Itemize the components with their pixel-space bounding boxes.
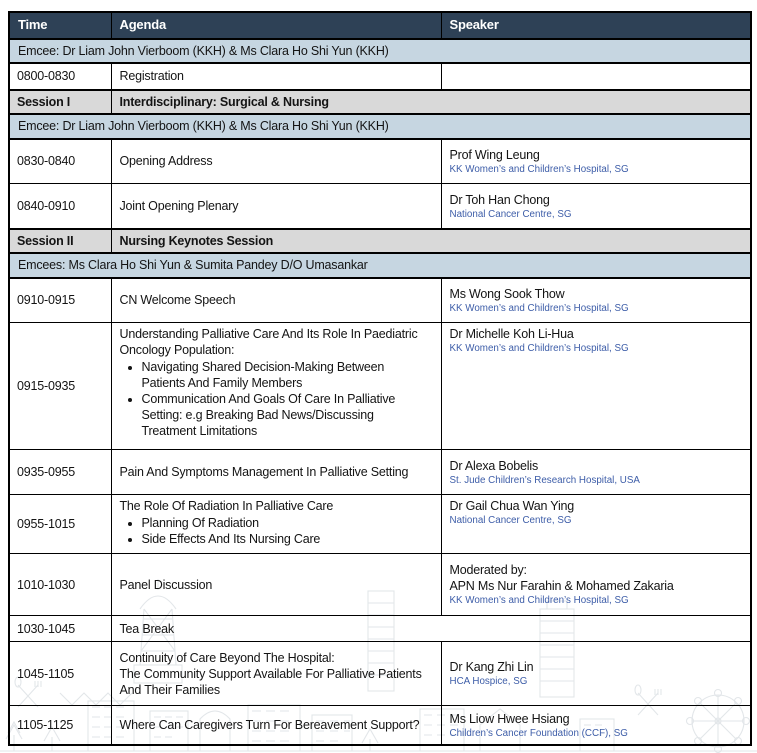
speaker-cell — [441, 642, 751, 706]
agenda-cell — [111, 495, 441, 554]
agenda-bullet: • Planning Of Radiation — [142, 515, 427, 531]
speaker-cell — [441, 63, 751, 90]
agenda-title-line: Pain And Symptoms Management In Palliative Setting — [119, 465, 409, 480]
session-label: Session I — [9, 90, 111, 114]
item-row — [9, 616, 751, 642]
header-row — [9, 12, 751, 39]
agenda-cell — [111, 554, 441, 616]
session-title: Interdisciplinary: Surgical & Nursing — [111, 90, 751, 114]
time-cell: 0935-0955 — [9, 450, 111, 495]
agenda-rows — [9, 12, 751, 745]
speaker-cell — [441, 139, 751, 184]
agenda-cell — [111, 139, 441, 184]
session-title: Nursing Keynotes Session — [111, 229, 751, 253]
item-row — [9, 642, 751, 706]
item-row — [9, 450, 751, 495]
agenda-cell — [111, 616, 751, 642]
emcee-row — [9, 114, 751, 139]
time-cell: 0800-0830 — [9, 63, 111, 90]
time-cell: 1105-1125 — [9, 706, 111, 745]
speaker-name: APN Ms Nur Farahin & Mohamed Zakaria — [449, 579, 674, 594]
speaker-cell — [441, 184, 751, 229]
speaker-affiliation: National Cancer Centre, SG — [449, 208, 572, 220]
speaker-cell — [441, 450, 751, 495]
time-cell: 0830-0840 — [9, 139, 111, 184]
speaker-name: Dr Kang Zhi Lin — [449, 660, 534, 675]
session-row — [9, 90, 751, 114]
emcee-cell: Emcees: Ms Clara Ho Shi Yun & Sumita Pandey D/O Umasankar — [9, 253, 751, 278]
emcee-cell: Emcee: Dr Liam John Vierboom (KKH) & Ms Clara Ho Shi Yun (KKH) — [9, 114, 751, 139]
agenda-title-line: The Community Support Available For Palliative Patients And Their Families — [119, 666, 422, 697]
agenda-table — [8, 11, 752, 746]
agenda-title-line: Panel Discussion — [119, 577, 213, 592]
speaker-affiliation: KK Women’s and Children’s Hospital, SG — [449, 595, 629, 607]
speaker-name: Dr Toh Han Chong — [449, 192, 550, 207]
agenda-title-line: Where Can Caregivers Turn For Bereavement Support? — [119, 717, 420, 732]
item-row — [9, 323, 751, 450]
speaker-cell — [441, 495, 751, 554]
agenda-bullet: • Side Effects And Its Nursing Care — [142, 531, 427, 547]
time-cell: 1045-1105 — [9, 642, 111, 706]
time-cell: 0840-0910 — [9, 184, 111, 229]
item-row — [9, 184, 751, 229]
agenda-cell — [111, 184, 441, 229]
agenda-cell — [111, 278, 441, 323]
agenda-title-line: Opening Address — [119, 154, 213, 169]
item-row — [9, 278, 751, 323]
agenda-title-line: Understanding Palliative Care And Its Role In Paediatric Oncology Population: — [119, 327, 418, 358]
speaker-cell — [441, 278, 751, 323]
session-row — [9, 229, 751, 253]
agenda-bullet: • Communication And Goals Of Care In Palliative Setting: e.g Breaking Bad News/Discussing Treatment Limitations — [142, 391, 427, 439]
agenda-bullet-list — [120, 359, 427, 439]
speaker-cell — [441, 323, 751, 450]
time-cell: 1030-1045 — [9, 616, 111, 642]
column-header-agenda: Agenda — [111, 12, 441, 39]
time-cell: 0910-0915 — [9, 278, 111, 323]
speaker-name: Ms Liow Hwee Hsiang — [449, 711, 570, 726]
agenda-title-line: Continuity of Care Beyond The Hospital: — [119, 650, 335, 665]
speaker-moderator-prefix: Moderated by: — [449, 563, 527, 578]
agenda-bullet: • Navigating Shared Decision-Making Between Patients And Family Members — [142, 359, 427, 391]
item-row — [9, 495, 751, 554]
speaker-affiliation: KK Women’s and Children’s Hospital, SG — [449, 303, 629, 314]
speaker-cell — [441, 706, 751, 745]
speaker-name: Dr Michelle Koh Li-Hua — [449, 327, 574, 342]
speaker-name: Dr Gail Chua Wan Ying — [449, 499, 575, 514]
session-label: Session II — [9, 229, 111, 253]
speaker-affiliation: St. Jude Children’s Research Hospital, USA — [449, 474, 640, 486]
item-row — [9, 63, 751, 90]
emcee-row — [9, 253, 751, 278]
time-cell: 0955-1015 — [9, 495, 111, 554]
emcee-row — [9, 39, 751, 63]
speaker-name: Dr Alexa Bobelis — [449, 458, 539, 473]
agenda-title-line: Tea Break — [119, 621, 174, 636]
column-header-time: Time — [9, 12, 111, 39]
speaker-name: Ms Wong Sook Thow — [449, 287, 565, 301]
speaker-affiliation: Children’s Cancer Foundation (CCF), SG — [449, 727, 628, 739]
item-row — [9, 554, 751, 616]
time-cell: 1010-1030 — [9, 554, 111, 616]
column-header-speaker: Speaker — [441, 12, 751, 39]
agenda-cell — [111, 642, 441, 706]
time-cell: 0915-0935 — [9, 323, 111, 450]
speaker-affiliation: KK Women’s and Children’s Hospital, SG — [449, 164, 629, 175]
speaker-name: Prof Wing Leung — [449, 148, 540, 162]
agenda-title-line: CN Welcome Speech — [119, 293, 236, 308]
item-row — [9, 139, 751, 184]
speaker-affiliation: National Cancer Centre, SG — [449, 515, 572, 527]
speaker-affiliation: HCA Hospice, SG — [449, 676, 528, 688]
agenda-title-line: Registration — [119, 69, 184, 84]
agenda-cell — [111, 323, 441, 450]
agenda-title-line: Joint Opening Plenary — [119, 198, 239, 213]
agenda-bullet-list — [120, 515, 427, 547]
agenda-title-line: The Role Of Radiation In Palliative Care — [119, 499, 334, 514]
agenda-cell — [111, 63, 441, 90]
speaker-affiliation: KK Women’s and Children’s Hospital, SG — [449, 343, 629, 355]
agenda-cell — [111, 706, 441, 745]
agenda-cell — [111, 450, 441, 495]
item-row — [9, 706, 751, 745]
speaker-cell — [441, 554, 751, 616]
emcee-cell: Emcee: Dr Liam John Vierboom (KKH) & Ms Clara Ho Shi Yun (KKH) — [9, 39, 751, 63]
